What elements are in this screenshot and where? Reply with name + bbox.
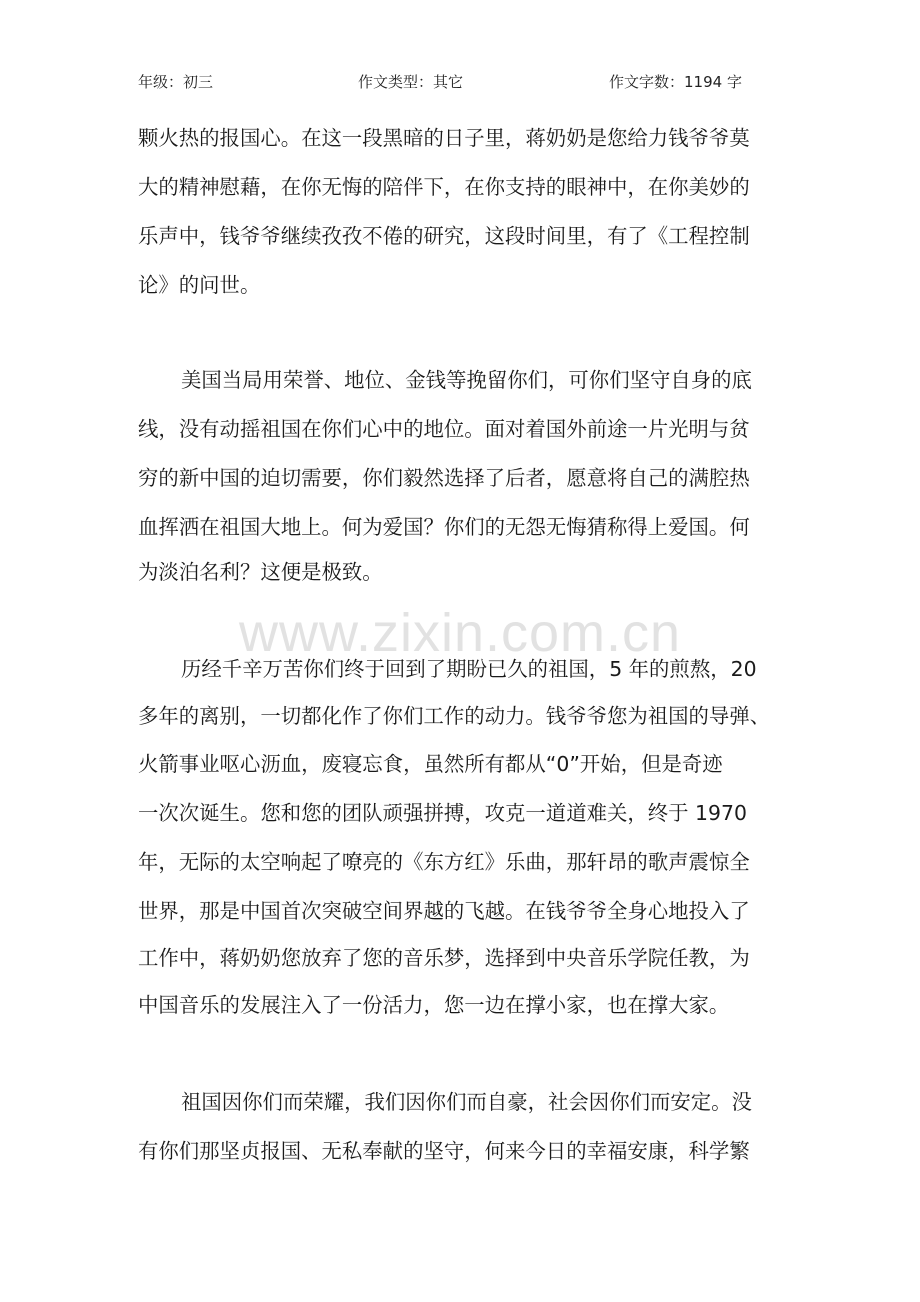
header-grade: 年级：初三	[138, 73, 214, 91]
paragraph-3-line-4: 一次次诞生。您和您的团队顽强拼搏，攻克一道道难关，终于 1970	[138, 801, 747, 825]
paragraph-3-line-5: 年，无际的太空响起了嘹亮的《东方红》乐曲，那轩昂的歌声震惊全	[138, 850, 750, 874]
paragraph-1-line-3: 乐声中，钱爷爷继续孜孜不倦的研究，这段时间里，有了《工程控制	[138, 224, 750, 248]
paragraph-2-line-2: 线，没有动摇祖国在你们心中的地位。面对着国外前途一片光明与贫	[138, 417, 750, 441]
header-word-count: 作文字数：1194 字	[609, 73, 742, 91]
paragraph-2-line-5: 为淡泊名利？这便是极致。	[138, 560, 383, 584]
paragraph-3-line-7: 工作中，蒋奶奶您放弃了您的音乐梦，选择到中央音乐学院任教，为	[138, 946, 750, 970]
paragraph-3-line-2: 多年的离别，一切都化作了你们工作的动力。钱爷爷您为祖国的导弹、	[138, 704, 771, 728]
paragraph-1-line-2: 大的精神慰藉，在你无悔的陪伴下，在你支持的眼神中，在你美妙的	[138, 175, 750, 199]
page-header	[138, 71, 788, 93]
paragraph-1-line-4: 论》的问世。	[138, 273, 261, 297]
paragraph-2-line-4: 血挥洒在祖国大地上。何为爱国？你们的无怨无悔猜称得上爱国。何	[138, 515, 750, 539]
paragraph-3-line-8: 中国音乐的发展注入了一份活力，您一边在撑小家，也在撑大家。	[138, 993, 730, 1017]
paragraph-4-line-1: 祖国因你们而荣耀，我们因你们而自豪，社会因你们而安定。没	[181, 1090, 752, 1114]
paragraph-3-line-6: 世界，那是中国首次突破空间界越的飞越。在钱爷爷全身心地投入了	[138, 899, 750, 923]
header-essay-type: 作文类型：其它	[358, 73, 464, 91]
paragraph-2-line-1: 美国当局用荣誉、地位、金钱等挽留你们，可你们坚守自身的底	[181, 368, 752, 392]
paragraph-3-line-1: 历经千辛万苦你们终于回到了期盼已久的祖国，5 年的煎熬，20	[181, 657, 757, 681]
watermark: www.zixin.com.cn	[238, 603, 682, 663]
paragraph-4-line-2: 有你们那坚贞报国、无私奉献的坚守，何来今日的幸福安康，科学繁	[138, 1139, 750, 1163]
paragraph-3-line-3: 火箭事业呕心沥血，废寝忘食，虽然所有都从“0”开始，但是奇迹	[138, 752, 723, 776]
paragraph-2-line-3: 穷的新中国的迫切需要，你们毅然选择了后者，愿意将自己的满腔热	[138, 466, 750, 490]
paragraph-1-line-1: 颗火热的报国心。在这一段黑暗的日子里，蒋奶奶是您给力钱爷爷莫	[138, 126, 750, 150]
